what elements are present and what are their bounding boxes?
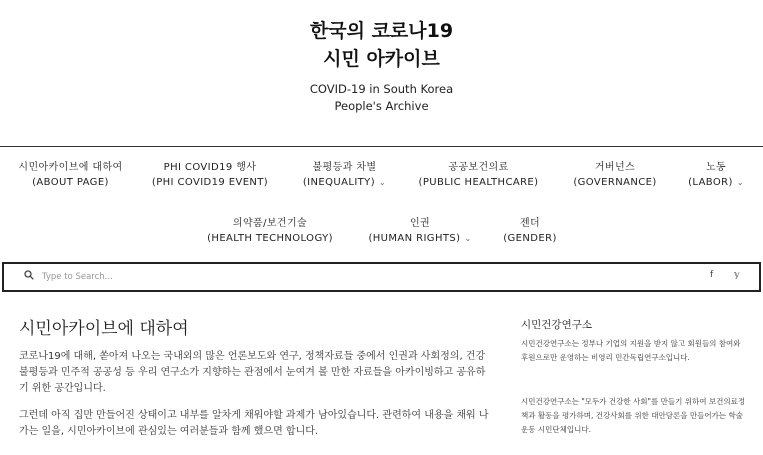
search-icon[interactable] bbox=[24, 270, 34, 280]
sidebar-title: 시민건강연구소 bbox=[521, 319, 593, 331]
nav-item-human-rights[interactable] bbox=[360, 216, 480, 246]
nav-item-label-en: (INEQUALITY) bbox=[302, 177, 375, 188]
site-title-line2[interactable]: 시민 아카이브 bbox=[323, 48, 440, 70]
nav-item-label-ko: 불평등과 차별 bbox=[312, 162, 377, 173]
intro-paragraph: 코로나19에 대해, 쏟아져 나오는 국내외의 많은 언론보도와 연구, 정책자료들 중에서 인권과 사회정의, 건강불평등과 민주적 공공성 등 우리 연구소가 지향하는 관점에서 눈여겨 볼 만한 자료들을 아카이빙하고 공유하기 위한 공간입니다. bbox=[19, 351, 486, 394]
site-header bbox=[0, 0, 763, 147]
chevron-down-icon: ⌄ bbox=[736, 178, 744, 187]
nav-item-about[interactable] bbox=[8, 160, 133, 190]
nav-item-label-en: (HEALTH TECHNOLOGY) bbox=[207, 233, 333, 244]
nav-item-label-ko: 공공보건의료 bbox=[448, 162, 509, 173]
nav-item-label-ko: 시민아카이브에 대하여 bbox=[18, 162, 123, 173]
nav-item-health-technology[interactable] bbox=[196, 216, 344, 246]
nav-item-label-en: (PUBLIC HEALTHCARE) bbox=[418, 177, 539, 188]
nav-item-inequality[interactable] bbox=[292, 160, 397, 190]
nav-item-label-en: (HUMAN RIGHTS) bbox=[368, 233, 461, 244]
page-title: 시민아카이브에 대하여 bbox=[19, 319, 189, 339]
chevron-down-icon: ⌄ bbox=[379, 178, 387, 187]
invite-paragraph: 그런데 아직 집만 만들어진 상태이고 내부를 알차게 채워야할 과제가 남아있습니다. 관련하여 내용을 채워 나가는 일을, 시민아카이브에 관심있는 여러분들과 함께 했으면 합니다. bbox=[19, 410, 489, 437]
site-title-line1[interactable]: 한국의 코로나19 bbox=[309, 20, 454, 42]
site-subtitle-line2: People's Archive bbox=[334, 99, 429, 113]
header-divider bbox=[0, 146, 763, 147]
nav-item-label-ko: 인권 bbox=[409, 218, 431, 229]
search-bar bbox=[2, 262, 761, 292]
nav-item-label-ko: PHI COVID19 행사 bbox=[163, 162, 257, 173]
sidebar-paragraph: 시민건강연구소는 정부나 기업의 지원을 받지 않고 회원들의 참여와 후원으로만 운영하는 비영리 민간독립연구소입니다. bbox=[521, 339, 741, 362]
nav-item-label-ko: 젠더 bbox=[519, 218, 541, 229]
nav-item-public-healthcare[interactable] bbox=[406, 160, 551, 190]
nav-item-label-ko: 거버넌스 bbox=[594, 162, 636, 173]
search-input[interactable] bbox=[40, 267, 544, 287]
nav-item-label-en: (GENDER) bbox=[503, 233, 557, 244]
sidebar-paragraph: 시민건강연구소는 "모두가 건강한 사회"를 만들기 위하여 보건의료정책과 활동을 평가하며, 건강사회를 위한 대안담론을 만들어가는 학술운동 시민단체입니다. bbox=[521, 397, 746, 434]
nav-item-label-ko: 의약품/보건기술 bbox=[232, 218, 308, 229]
nav-item-label-ko: 노동 bbox=[705, 162, 727, 173]
nav-item-governance[interactable] bbox=[565, 160, 665, 190]
twitter-icon[interactable]: 𝕪 bbox=[734, 270, 740, 280]
nav-item-label-en: (GOVERNANCE) bbox=[573, 177, 657, 188]
site-subtitle-line1: COVID-19 in South Korea bbox=[309, 82, 454, 96]
facebook-icon[interactable]: f bbox=[710, 270, 714, 280]
nav-item-label-en: (PHI COVID19 EVENT) bbox=[151, 177, 269, 188]
nav-item-label-en: (ABOUT PAGE) bbox=[32, 177, 109, 188]
nav-item-gender[interactable] bbox=[495, 216, 565, 246]
nav-item-labor[interactable] bbox=[680, 160, 752, 190]
nav-item-phi-event[interactable] bbox=[144, 160, 276, 190]
chevron-down-icon: ⌄ bbox=[464, 234, 472, 243]
nav-item-label-en: (LABOR) bbox=[688, 177, 733, 188]
